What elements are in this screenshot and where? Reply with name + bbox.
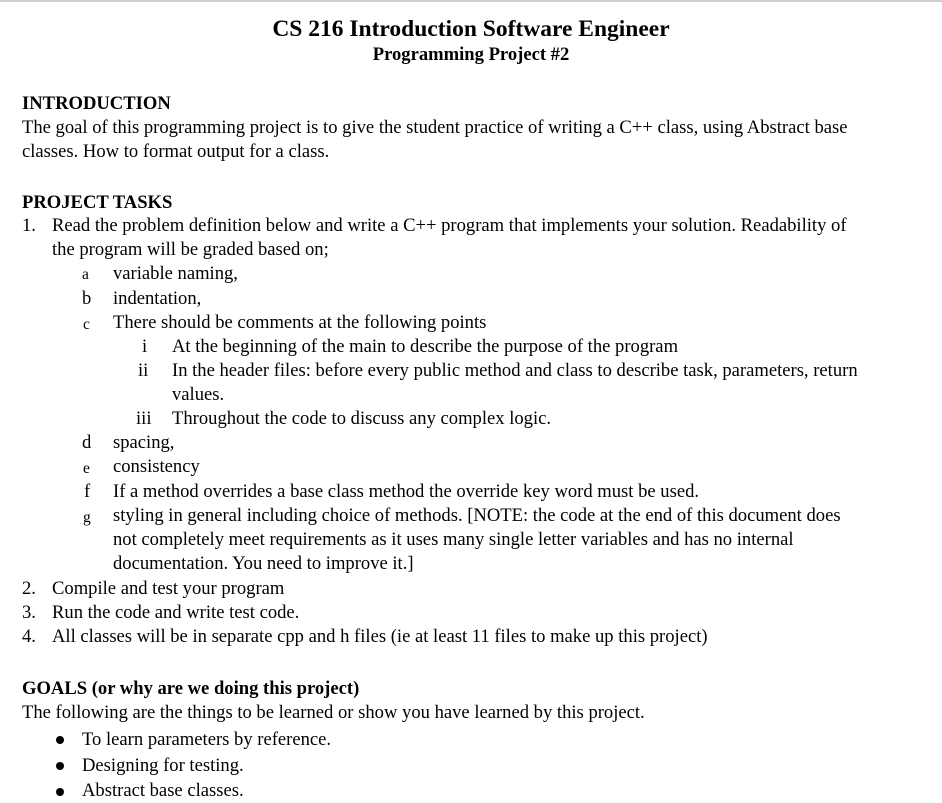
subsubtask-marker: i — [142, 336, 148, 357]
subtask-text: styling in general including choice of methods. [NOTE: the code at the end of this document does — [113, 505, 841, 526]
bullet-icon — [56, 736, 64, 744]
subtask-text: If a method overrides a base class method the override key word must be used. — [113, 481, 700, 502]
subtask-text: not completely meet requirements as it uses many single letter variables and has no internal — [113, 529, 794, 550]
subtask-marker: a — [82, 266, 89, 283]
bullet-icon — [56, 762, 64, 770]
subtask-text: There should be comments at the following points — [113, 312, 487, 333]
subtask-marker: e — [83, 460, 90, 477]
subtask-marker: c — [83, 316, 90, 333]
task-text: Compile and test your program — [52, 578, 285, 599]
introduction-text-line: The goal of this programming project is to give the student practice of writing a C++ class, using Abstract base — [22, 117, 848, 138]
introduction-heading: INTRODUCTION — [22, 93, 171, 114]
task-number: 2. — [22, 578, 36, 599]
subtask-text: variable naming, — [113, 263, 238, 284]
task-number: 3. — [22, 602, 36, 623]
project-tasks-heading: PROJECT TASKS — [22, 192, 173, 213]
task-text: Read the problem definition below and write a C++ program that implements your solution. Readability of — [52, 215, 847, 236]
goal-item: Designing for testing. — [82, 755, 244, 776]
task-number: 4. — [22, 626, 36, 647]
subsubtask-marker: ii — [138, 360, 149, 381]
top-border — [0, 0, 942, 2]
subsubtask-marker: iii — [136, 408, 152, 429]
task-text: Run the code and write test code. — [52, 602, 300, 623]
subtask-marker: g — [83, 509, 91, 526]
subtask-text: documentation. You need to improve it.] — [113, 553, 414, 574]
task-text: the program will be graded based on; — [52, 239, 329, 260]
goals-heading: GOALS (or why are we doing this project) — [22, 678, 360, 699]
subsubtask-text: In the header files: before every public method and class to describe task, parameters, return — [172, 360, 858, 381]
document-subtitle: Programming Project #2 — [372, 44, 570, 65]
subtask-text: consistency — [113, 456, 200, 477]
goal-item: To learn parameters by reference. — [82, 729, 332, 750]
subtask-marker: d — [82, 432, 92, 453]
task-number: 1. — [22, 215, 36, 236]
document-title: CS 216 Introduction Software Engineer — [272, 16, 670, 42]
subsubtask-text: values. — [172, 384, 225, 405]
bullet-icon — [56, 788, 64, 796]
goal-item: Abstract base classes. — [82, 780, 244, 801]
subtask-marker: b — [82, 288, 92, 309]
subtask-marker: f — [84, 481, 91, 502]
subtask-text: spacing, — [113, 432, 175, 453]
introduction-text-line: classes. How to format output for a class. — [22, 141, 330, 162]
subsubtask-text: At the beginning of the main to describe the purpose of the program — [172, 336, 679, 357]
goals-intro: The following are the things to be learned or show you have learned by this project. — [22, 702, 645, 723]
subsubtask-text: Throughout the code to discuss any complex logic. — [172, 408, 552, 429]
subtask-text: indentation, — [113, 288, 202, 309]
task-text: All classes will be in separate cpp and h files (ie at least 11 files to make up this project) — [52, 626, 708, 647]
